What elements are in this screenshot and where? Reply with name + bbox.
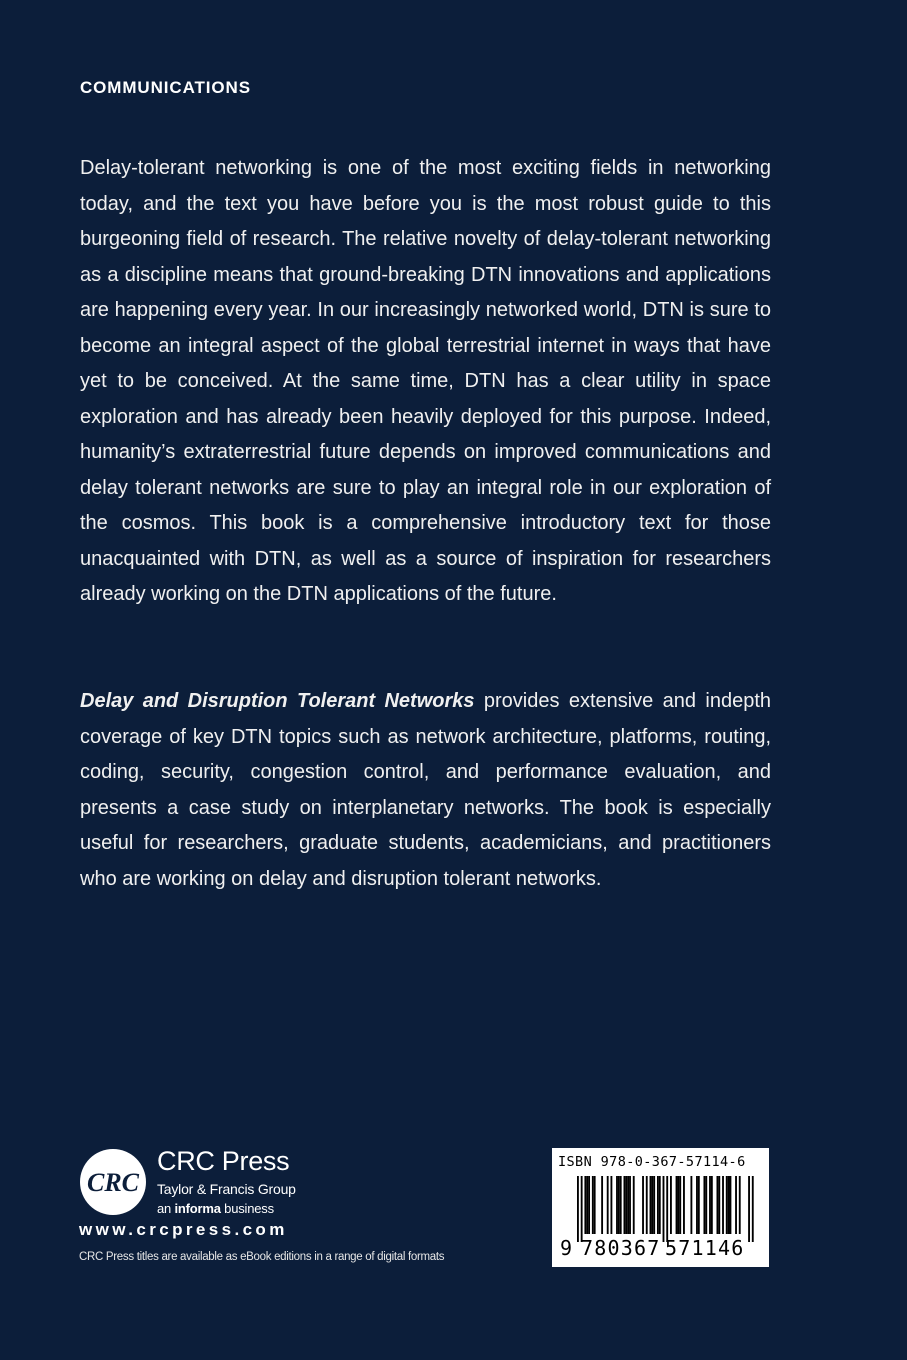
barcode-bar [588,1176,590,1234]
barcode-bar [653,1176,655,1234]
barcode-bar [722,1176,724,1234]
barcode-bar [586,1176,588,1234]
barcode-bar [646,1176,648,1234]
barcode-bar [592,1176,594,1234]
barcode-bar [676,1176,678,1234]
barcode-bar [651,1176,653,1234]
barcode-bar [730,1176,732,1234]
barcode-bar [726,1176,728,1234]
barcode-bar [711,1176,713,1234]
barcode-bar [739,1176,741,1234]
crc-logo-icon [79,1148,147,1216]
crc-logo-text: CRC [86,1168,140,1197]
category-label: COMMUNICATIONS [80,78,251,97]
publisher-url[interactable]: www.crcpress.com [79,1220,288,1239]
barcode-bar [666,1176,668,1242]
barcode-bar [610,1176,612,1234]
barcode-bar [690,1176,692,1234]
description-paragraph-1: Delay-tolerant networking is one of the most exciting fields in networking today, and the text you have before you is the most robust guide to this burgeoning field of research. The relative novelty of delay-tolerant networking as a discipline means that ground-breaking DTN innovations and applications are happening every year. In our increasingly networked world, DTN is sure to become an integral aspect of the global terrestrial internet in ways that have yet to be conceived. At the same time, DTN has a clear utility in space exploration and has already been heavily deployed for this purpose. Indeed, humanity’s extraterrestrial future depends on improved communications and delay tolerant networks are sure to play an integral role in our exploration of the cosmos. This book is a comprehensive introductory text for those unacquainted with DTN, as well as a source of inspiration for researchers already working on the DTN applications of the future. [80,157,771,605]
barcode-bar [717,1176,719,1234]
barcode-bar [581,1176,583,1242]
barcode-bar [657,1176,659,1234]
barcode-right-digits: 571146 [665,1236,745,1260]
informa-bold: informa [174,1201,221,1216]
book-title: Delay and Disruption Tolerant Networks [80,690,475,712]
barcode-bar [633,1176,635,1234]
barcode-bar [718,1176,720,1234]
barcode-bar [624,1176,626,1234]
barcode-bar [629,1176,631,1234]
barcode-bar [625,1176,627,1234]
barcode-bar [703,1176,705,1234]
barcode-bar [663,1176,665,1242]
barcode-bar [677,1176,679,1234]
barcode-bar [584,1176,586,1234]
barcode-bar [696,1176,698,1234]
barcode-bar [607,1176,609,1234]
barcode-bar [683,1176,685,1234]
barcode-bar [728,1176,730,1234]
description-paragraph-2 [80,684,771,897]
barcode-bar [642,1176,644,1234]
barcode-bar [616,1176,618,1234]
barcode-bar [748,1176,750,1242]
barcode-bar [735,1176,737,1234]
barcode-bar [709,1176,711,1234]
barcode-bar [650,1176,652,1234]
barcode-bar [594,1176,596,1234]
ebook-note: CRC Press titles are available as eBook editions in a range of digital formats [79,1251,445,1263]
barcode-bar [627,1176,629,1234]
barcode-bar [752,1176,754,1242]
barcode-bar [705,1176,707,1234]
barcode-lead-digit: 9 [560,1236,573,1260]
barcode-left-digits: 780367 [581,1236,661,1260]
publisher-block [79,1146,499,1276]
barcode-bar [601,1176,603,1234]
barcode-bar [620,1176,622,1234]
description-paragraph-2-text: provides extensive and indepth coverage of key DTN topics such as network architecture, platforms, routing, coding, security, congestion control, and performance evaluation, and presents a case study on interplanetary networks. The book is especially useful for researchers, graduate students, academicians, and practitioners who are working on delay and disruption tolerant networks. [80,690,771,890]
publisher-informa [157,1201,274,1216]
barcode-bar [577,1176,579,1242]
publisher-group: Taylor & Francis Group [157,1181,296,1197]
publisher-name: CRC Press [157,1146,290,1176]
barcode-bar [670,1176,672,1234]
isbn-barcode [552,1148,769,1267]
barcode-bar [618,1176,620,1234]
informa-prefix: an [157,1201,175,1216]
barcode-bar [698,1176,700,1234]
barcode-bar [659,1176,661,1234]
barcode-bar [679,1176,681,1234]
isbn-label: ISBN 978-0-367-57114-6 [558,1154,746,1170]
informa-suffix: business [220,1201,274,1216]
